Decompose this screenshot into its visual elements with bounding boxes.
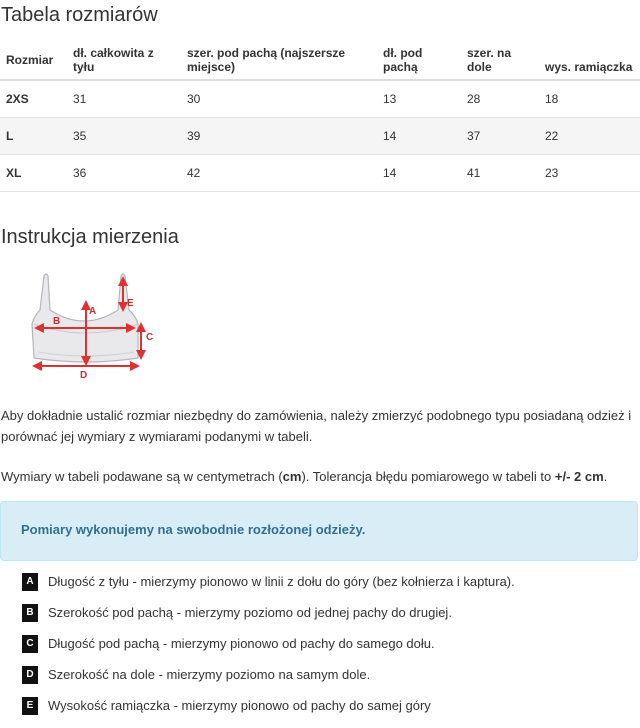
cell-size: L — [0, 118, 67, 155]
header-armpit-length: dł. pod pachą — [377, 38, 461, 80]
cell-back-length: 36 — [67, 155, 181, 192]
cell-chest-width: 42 — [181, 155, 377, 192]
step-text-e: Wysokość ramiączka - mierzymy pionowo od pachy do samej góry — [48, 698, 431, 713]
header-back-length: dł. całkowita z tyłu — [67, 38, 181, 80]
header-strap-height: wys. ramiączka — [539, 38, 640, 80]
cell-armpit-length: 14 — [377, 155, 461, 192]
units-text-pre: Wymiary w tabeli podawane są w centymetrach ( — [1, 469, 283, 484]
instruction-paragraph: Aby dokładnie ustalić rozmiar niezbędny do zamówienia, należy zmierzyć podobnego typu posiadaną odzież i porównać jej wymiary z wymiarami podanymi w tabeli. — [1, 408, 632, 444]
cell-size: XL — [0, 155, 67, 192]
units-text-end: . — [603, 469, 608, 484]
cell-strap-height: 18 — [539, 80, 640, 118]
step-text-d: Szerokość na dole - mierzymy poziomo na samym dole. — [48, 667, 371, 682]
label-b: B — [53, 316, 61, 327]
step-badge-c: C — [22, 635, 38, 653]
cell-bottom-width: 37 — [461, 118, 539, 155]
table-row — [0, 155, 640, 192]
step-text-a: Długość z tyłu - mierzymy pionowo w linii z dołu do góry (bez kołnierza i kaptura). — [48, 574, 515, 589]
tolerance-value: +/- 2 cm — [554, 469, 604, 484]
size-table — [0, 38, 640, 192]
label-d: D — [80, 370, 88, 381]
cell-back-length: 31 — [67, 80, 181, 118]
header-bottom-width: szer. na dole — [461, 38, 539, 80]
cell-chest-width: 39 — [181, 118, 377, 155]
cell-strap-height: 23 — [539, 155, 640, 192]
cell-armpit-length: 14 — [377, 118, 461, 155]
step-text-c: Długość pod pachą - mierzymy pionowo od pachy do samego dołu. — [48, 636, 435, 651]
step-badge-e: E — [22, 697, 38, 715]
label-a: A — [89, 306, 97, 317]
table-row — [0, 80, 640, 118]
measurement-diagram — [22, 266, 162, 382]
units-paragraph — [1, 466, 637, 487]
step-badge-a: A — [22, 573, 38, 591]
step-text-b: Szerokość pod pachą - mierzymy poziomo od jednej pachy do drugiej. — [48, 605, 452, 620]
instructions-title: Instrukcja mierzenia — [1, 226, 179, 248]
label-c: C — [146, 332, 154, 343]
label-e: E — [127, 298, 134, 309]
units-value: cm — [282, 469, 302, 484]
step-badge-d: D — [22, 666, 38, 684]
units-text-mid: ). Tolerancja błędu pomiarowego w tabeli to — [301, 469, 555, 484]
cell-armpit-length: 13 — [377, 80, 461, 118]
info-alert-text: Pomiary wykonujemy na swobodnie rozłożonej odzieży. — [21, 522, 366, 537]
cell-size: 2XS — [0, 80, 67, 118]
cell-bottom-width: 41 — [461, 155, 539, 192]
cell-chest-width: 30 — [181, 80, 377, 118]
size-table-title: Tabela rozmiarów — [1, 4, 158, 26]
size-table-header-row — [0, 38, 640, 80]
step-badge-b: B — [22, 604, 38, 622]
cell-strap-height: 22 — [539, 118, 640, 155]
header-size: Rozmiar — [0, 38, 67, 80]
header-chest-width: szer. pod pachą (najszersze miejsce) — [181, 38, 377, 80]
cell-bottom-width: 28 — [461, 80, 539, 118]
cell-back-length: 35 — [67, 118, 181, 155]
info-alert — [0, 501, 638, 561]
table-row — [0, 118, 640, 155]
